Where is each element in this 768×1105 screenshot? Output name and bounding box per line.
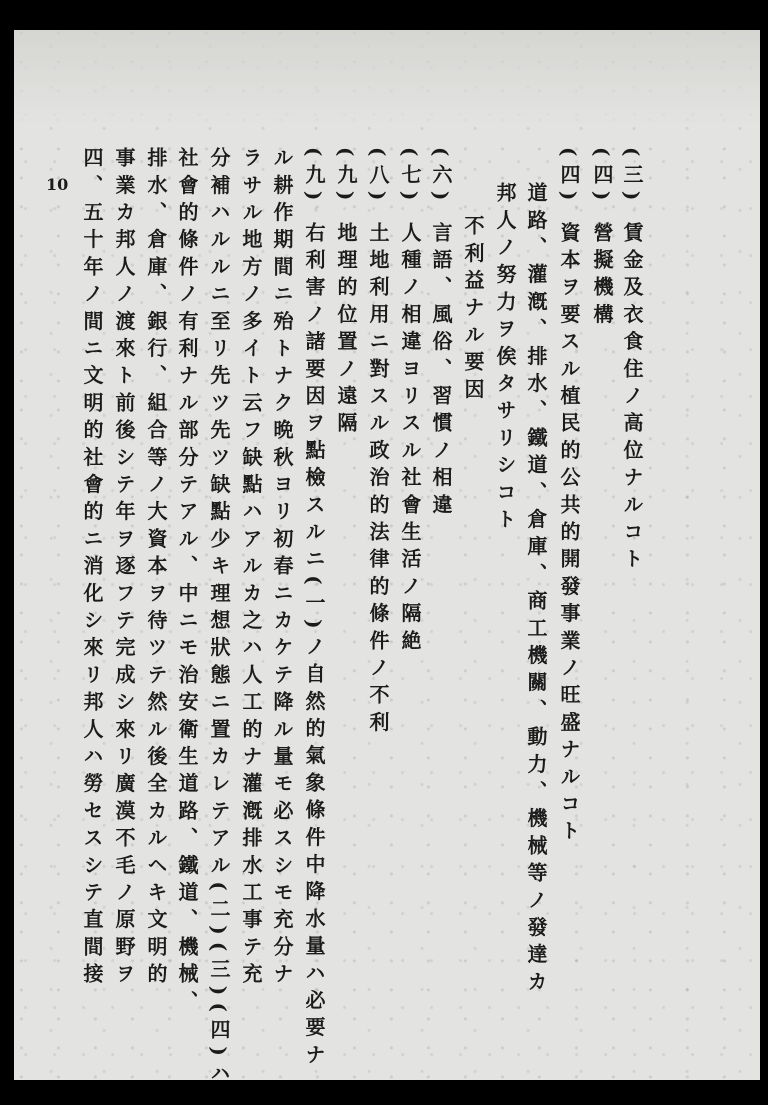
- text-column-11: (九) 右利害ノ諸要因ヲ點檢スルニ(一)ノ自然的氣象條件中降水量ハ必要ナ: [302, 147, 326, 1072]
- text-column-10: (九) 地理的位置ノ遠隔: [334, 147, 358, 440]
- text-column-8: (七) 人種ノ相違ヨリスル社會生活ノ隔絶: [398, 147, 422, 657]
- text-column-3: (四) 資本ヲ要スル植民的公共的開發事業ノ旺盛ナルコト: [557, 147, 581, 848]
- text-column-5: 邦人ノ努力ヲ俟タサリシコト: [493, 182, 517, 536]
- text-column-14: 分補ハルルニ至リ先ツ先ツ缺點少キ理想狀態ニ置カレテアル(二)(三)(四)ハ: [207, 147, 231, 1091]
- text-column-1: (三) 賃金及衣食住ノ高位ナルコト: [620, 147, 644, 576]
- text-column-2: (四) 營擬機構: [590, 147, 614, 331]
- text-column-9: (八) 土地利用ニ對スル政治的法律的條件ノ不利: [366, 147, 390, 739]
- text-column-15: 社會的條件ノ有利ナル部分テアル、中ニモ治安衛生道路、鐵道、機械、: [175, 147, 199, 1018]
- text-column-7: (六) 言語、風俗、習慣ノ相違: [429, 147, 453, 521]
- text-column-16: 排水、倉庫、銀行、組合等ノ大資本ヲ待ツテ然ル後全カルヘキ文明的: [144, 147, 168, 991]
- text-column-12: ル耕作期間ニ殆トナク晩秋ヨリ初春ニカケテ降ル量モ必スシモ充分ナ: [270, 147, 294, 991]
- text-column-17: 事業カ邦人ノ渡來ト前後シテ年ヲ逐フテ完成シ來リ廣漠不毛ノ原野ヲ: [112, 147, 136, 991]
- page-number: 10: [46, 175, 69, 194]
- text-column-6: 不利益ナル要因: [461, 215, 485, 406]
- text-column-4: 道路、灌漑、排水、鐵道、倉庫、商工機關、動力、機械等ノ發達カ: [524, 182, 548, 998]
- page-top-margin: [14, 30, 760, 125]
- text-column-13: ラサル地方ノ多イト云フ缺點ハアルカ之ハ人工的ナ灌漑排水工事テ充: [239, 147, 263, 991]
- text-column-18: 四、五十年ノ間ニ文明的社會的ニ消化シ來リ邦人ハ勞セスシテ直間接: [80, 147, 104, 991]
